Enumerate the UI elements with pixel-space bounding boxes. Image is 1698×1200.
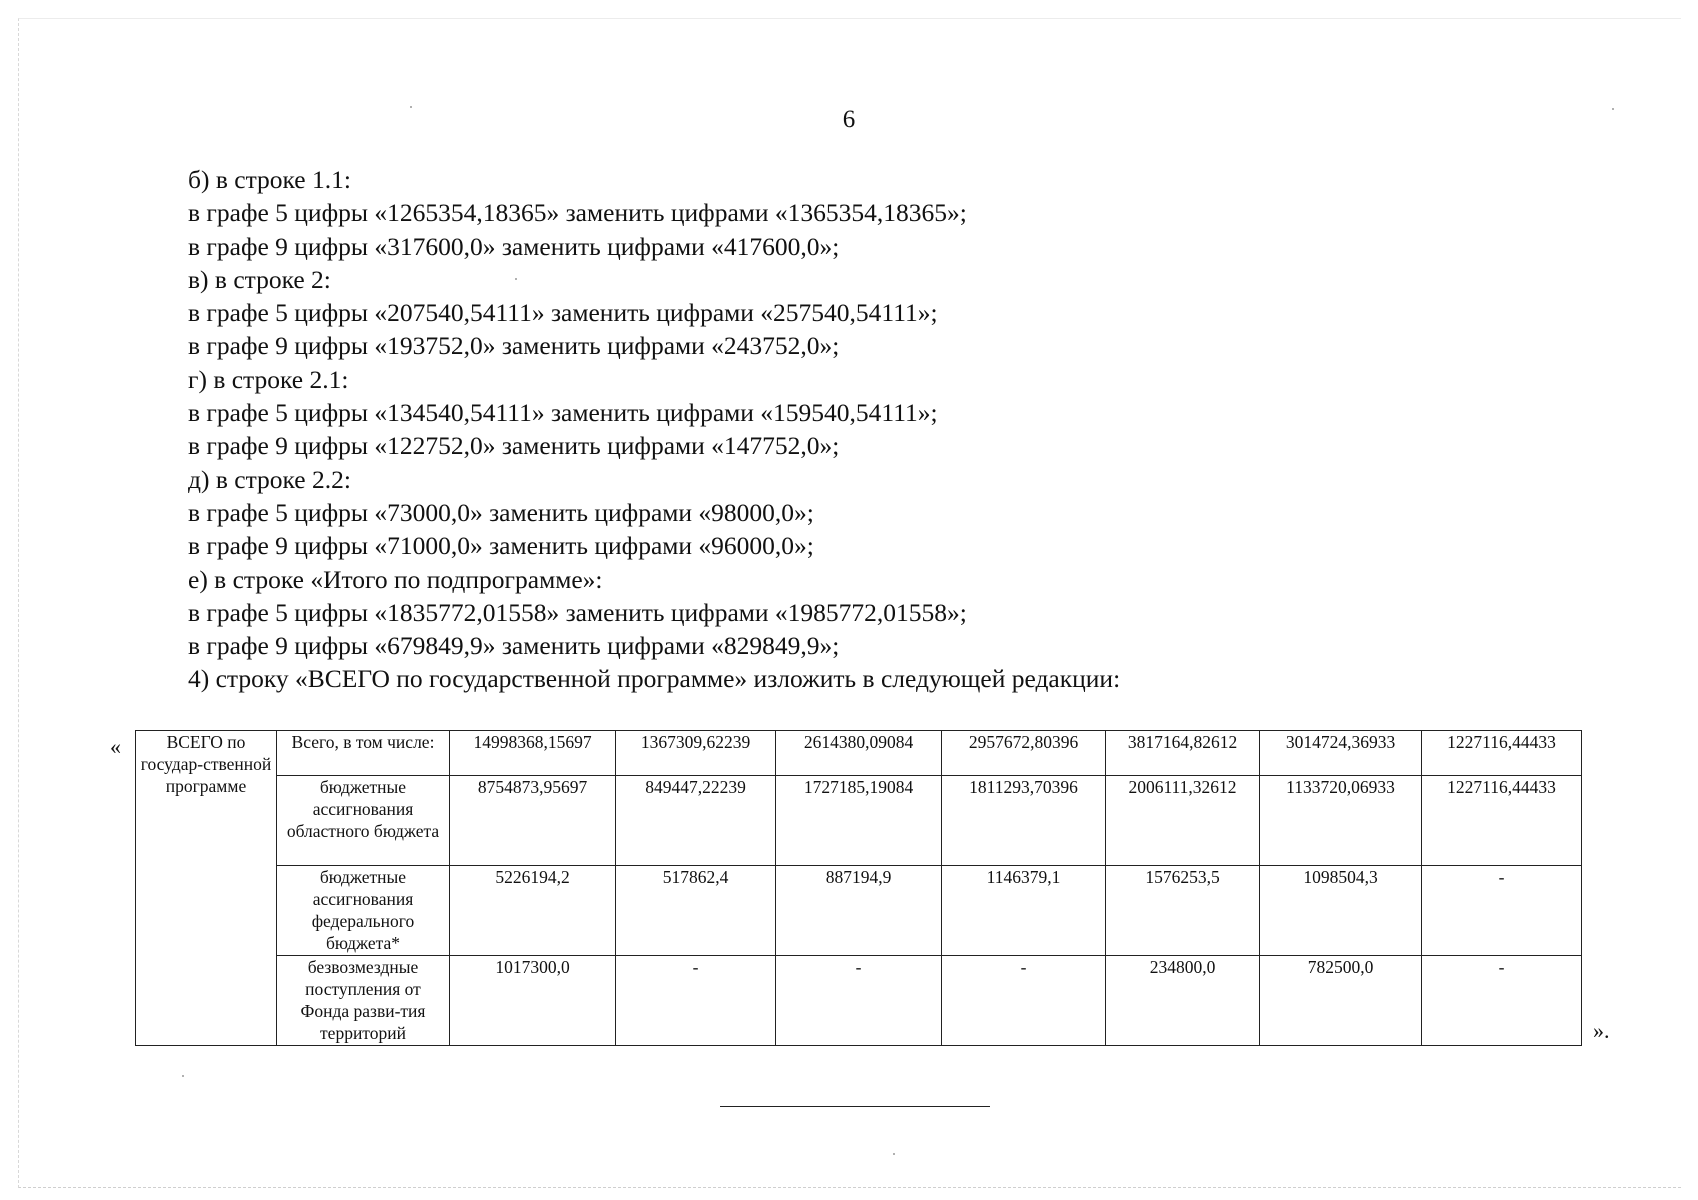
- value-cell: -: [1422, 866, 1582, 956]
- text-line: г) в строке 2.1:: [188, 364, 349, 394]
- opening-quote: «: [110, 734, 121, 759]
- row-label: бюджетные ассигнования областного бюджета: [277, 776, 450, 866]
- scan-speck: [893, 1153, 895, 1155]
- value-cell: 1146379,1: [942, 866, 1106, 956]
- value-cell: -: [616, 956, 776, 1046]
- amendment-text: [188, 163, 1488, 696]
- text-line: в графе 5 цифры «1835772,01558» заменить цифрами «1985772,01558»;: [188, 597, 967, 627]
- table-row: [136, 776, 1582, 866]
- value-cell: 887194,9: [776, 866, 942, 956]
- value-cell: 5226194,2: [450, 866, 616, 956]
- value-cell: -: [1422, 956, 1582, 1046]
- closing-quote: ».: [1593, 1018, 1610, 1043]
- text-line: в графе 9 цифры «71000,0» заменить цифрами «96000,0»;: [188, 531, 814, 561]
- value-cell: 1576253,5: [1106, 866, 1260, 956]
- scan-speck: [182, 1075, 184, 1077]
- value-cell: 234800,0: [1106, 956, 1260, 1046]
- value-cell: 1811293,70396: [942, 776, 1106, 866]
- separator-line: [720, 1106, 990, 1107]
- text-line: е) в строке «Итого по подпрограмме»:: [188, 564, 603, 594]
- page-number: 6: [842, 106, 856, 133]
- table-row: [136, 956, 1582, 1046]
- text-line: в графе 9 цифры «679849,9» заменить цифрами «829849,9»;: [188, 631, 840, 661]
- category-cell: ВСЕГО по государ-ственной программе: [136, 731, 277, 1046]
- table-row: [136, 866, 1582, 956]
- scan-speck: [515, 278, 517, 280]
- value-cell: 2006111,32612: [1106, 776, 1260, 866]
- value-cell: 1227116,44433: [1422, 731, 1582, 776]
- text-line: в графе 9 цифры «317600,0» заменить цифрами «417600,0»;: [188, 231, 840, 261]
- value-cell: 782500,0: [1260, 956, 1422, 1046]
- program-total-table: [135, 730, 1582, 1046]
- value-cell: 1017300,0: [450, 956, 616, 1046]
- value-cell: 1727185,19084: [776, 776, 942, 866]
- text-line: в) в строке 2:: [188, 264, 331, 294]
- value-cell: 849447,22239: [616, 776, 776, 866]
- text-line: в графе 9 цифры «122752,0» заменить цифрами «147752,0»;: [188, 431, 840, 461]
- value-cell: 2957672,80396: [942, 731, 1106, 776]
- text-line: в графе 5 цифры «73000,0» заменить цифрами «98000,0»;: [188, 497, 814, 527]
- value-cell: 1098504,3: [1260, 866, 1422, 956]
- table-row: [136, 731, 1582, 776]
- value-cell: 2614380,09084: [776, 731, 942, 776]
- value-cell: 517862,4: [616, 866, 776, 956]
- value-cell: 1367309,62239: [616, 731, 776, 776]
- value-cell: 1133720,06933: [1260, 776, 1422, 866]
- row-label: бюджетные ассигнования федерального бюджета*: [277, 866, 450, 956]
- value-cell: 3014724,36933: [1260, 731, 1422, 776]
- scan-speck: [410, 106, 412, 108]
- value-cell: 1227116,44433: [1422, 776, 1582, 866]
- text-line: в графе 9 цифры «193752,0» заменить цифрами «243752,0»;: [188, 331, 840, 361]
- text-line: в графе 5 цифры «207540,54111» заменить цифрами «257540,54111»;: [188, 298, 938, 328]
- text-line: б) в строке 1.1:: [188, 165, 351, 194]
- row-label: безвозмездные поступления от Фонда разви-тия территорий: [277, 956, 450, 1046]
- text-line: в графе 5 цифры «134540,54111» заменить цифрами «159540,54111»;: [188, 398, 938, 428]
- text-line: 4) строку «ВСЕГО по государственной программе» изложить в следующей редакции:: [188, 664, 1121, 694]
- text-line: д) в строке 2.2:: [188, 464, 351, 494]
- text-line: в графе 5 цифры «1265354,18365» заменить цифрами «1365354,18365»;: [188, 198, 967, 228]
- value-cell: 14998368,15697: [450, 731, 616, 776]
- row-label: Всего, в том числе:: [277, 731, 450, 776]
- value-cell: 3817164,82612: [1106, 731, 1260, 776]
- value-cell: -: [776, 956, 942, 1046]
- value-cell: -: [942, 956, 1106, 1046]
- value-cell: 8754873,95697: [450, 776, 616, 866]
- scan-speck: [1612, 108, 1614, 110]
